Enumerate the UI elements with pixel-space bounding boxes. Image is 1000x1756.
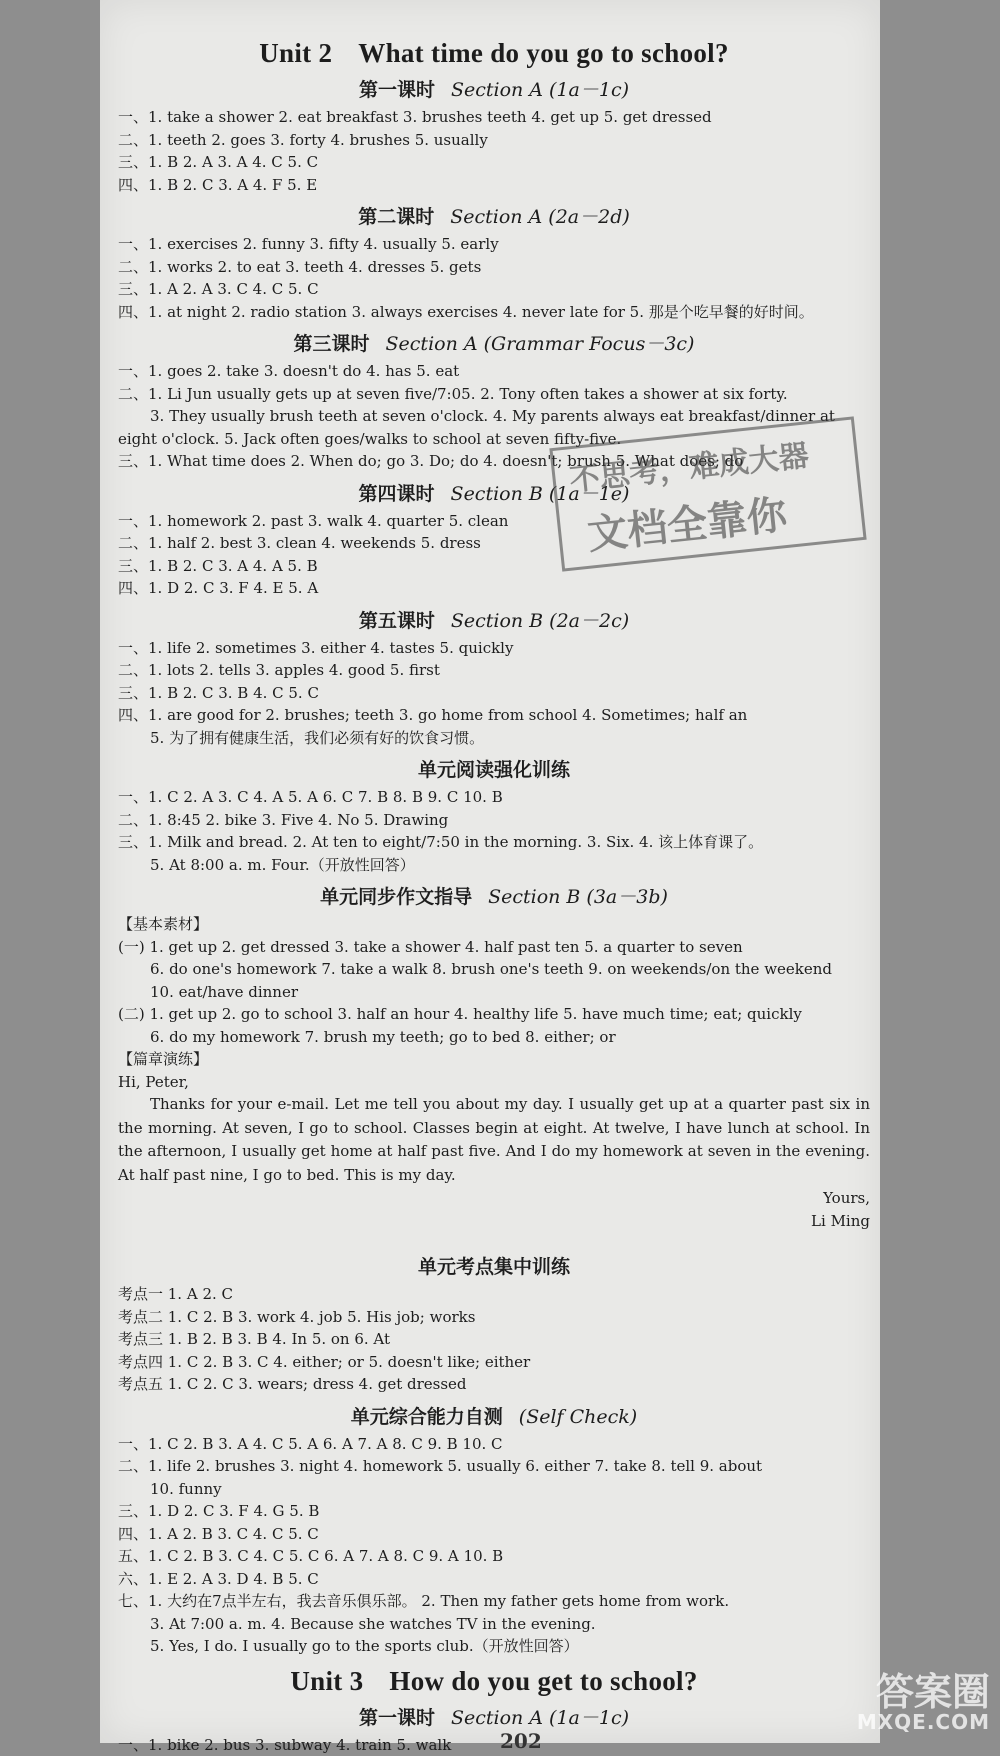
lesson-name: 单元阅读强化训练 — [418, 759, 570, 781]
answer-line: 一、1. C 2. B 3. A 4. C 5. A 6. A 7. A 8. C 9. B 10. C — [118, 1433, 870, 1456]
answer-line: 三、1. B 2. C 3. B 4. C 5. C — [118, 682, 870, 705]
lesson-name: 第一课时 — [359, 1707, 435, 1729]
answer-line: 四、1. at night 2. radio station 3. always exercises 4. never late for 5. 那是个吃早餐的好时间。 — [118, 301, 870, 324]
answer-key-content — [118, 30, 870, 1756]
lesson-name: 第五课时 — [359, 610, 435, 632]
stamp-text-line2: 文档全靠你 — [584, 483, 789, 561]
unit-title — [118, 1666, 870, 1697]
answer-line: 三、1. A 2. A 3. C 4. C 5. C — [118, 278, 870, 301]
answer-line: 一、1. goes 2. take 3. doesn't do 4. has 5. eat — [118, 360, 870, 383]
answer-line: 三、1. B 2. A 3. A 4. C 5. C — [118, 151, 870, 174]
answer-line: (一) 1. get up 2. get dressed 3. take a shower 4. half past ten 5. a quarter to seven — [118, 936, 870, 959]
answer-line: 四、1. are good for 2. brushes; teeth 3. go home from school 4. Sometimes; half an — [118, 704, 870, 727]
answer-line: 二、1. teeth 2. goes 3. forty 4. brushes 5. usually — [118, 129, 870, 152]
answer-line: 二、1. Li Jun usually gets up at seven five/7:05. 2. Tony often takes a shower at six forty. — [118, 383, 870, 406]
lesson-name: 第四课时 — [359, 483, 435, 505]
document-page — [100, 0, 880, 1743]
page-number: 202 — [500, 1729, 542, 1743]
answer-line: 二、1. lots 2. tells 3. apples 4. good 5. first — [118, 659, 870, 682]
answer-line: 一、1. C 2. A 3. C 4. A 5. A 6. C 7. B 8. B 9. C 10. B — [118, 786, 870, 809]
answer-line: 三、1. Milk and bread. 2. At ten to eight/7:50 in the morning. 3. Six. 4. 该上体育课了。 — [118, 831, 870, 854]
answer-line: 考点五 1. C 2. C 3. wears; dress 4. get dressed — [118, 1373, 870, 1396]
answer-line: 二、1. life 2. brushes 3. night 4. homework 5. usually 6. either 7. take 8. tell 9. about — [118, 1455, 870, 1478]
lesson-section: Section A (Grammar Focus－3c) — [386, 333, 695, 355]
answer-line: eight o'clock. 5. Jack often goes/walks to school at seven fifty-five. — [118, 428, 870, 451]
answer-line: 一、1. take a shower 2. eat breakfast 3. brushes teeth 4. get up 5. get dressed — [118, 106, 870, 129]
essay-signature: Li Ming — [118, 1210, 870, 1233]
answer-line: 三、1. B 2. C 3. A 4. A 5. B — [118, 555, 870, 578]
unit-number: Unit 3 — [290, 1666, 363, 1696]
answer-line: 四、1. B 2. C 3. A 4. F 5. E — [118, 174, 870, 197]
lesson-title — [118, 202, 870, 229]
watermark-url: MXQE.COM — [857, 1711, 990, 1733]
answer-line: 5. Yes, I do. I usually go to the sports club.（开放性回答） — [118, 1635, 870, 1658]
lesson-section: (Self Check) — [519, 1406, 637, 1428]
lesson-section: Section A (1a－1c) — [451, 1707, 629, 1729]
answer-line: 3. They usually brush teeth at seven o'clock. 4. My parents always eat breakfast/dinner at — [118, 405, 870, 428]
watermark-logo: 答案圈 — [857, 1673, 990, 1711]
unit-title — [118, 38, 870, 69]
answer-line: 5. 为了拥有健康生活，我们必须有好的饮食习惯。 — [118, 727, 870, 750]
essay-closing: Yours, — [118, 1187, 870, 1210]
unit-question: What time do you go to school? — [358, 38, 729, 68]
stamp-text-line1: 不思考，难成大器 — [567, 430, 810, 499]
site-watermark — [857, 1673, 990, 1733]
lesson-section: Section B (3a－3b) — [488, 886, 668, 908]
answer-line: 6. do my homework 7. brush my teeth; go to bed 8. either; or — [118, 1026, 870, 1049]
lesson-section: Section A (1a－1c) — [451, 79, 629, 101]
unit-number: Unit 2 — [259, 38, 332, 68]
answer-line: 三、1. D 2. C 3. F 4. G 5. B — [118, 1500, 870, 1523]
answer-line: 6. do one's homework 7. take a walk 8. brush one's teeth 9. on weekends/on the weekend — [118, 958, 870, 981]
answer-line: 一、1. bike 2. bus 3. subway 4. train 5. walk — [118, 1734, 870, 1756]
answer-line: 【篇章演练】 — [118, 1048, 870, 1071]
essay-body: Thanks for your e-mail. Let me tell you about my day. I usually get up at a quarter past six in the morning. At seven, I go to school. Classes begin at eight. At twelve, I have lunch at school. In the afternoon, I usually get home at half past five. And I do my homework at seven in the evening. At half past nine, I go to bed. This is my day. — [118, 1093, 870, 1187]
answer-line: 考点二 1. C 2. B 3. work 4. job 5. His job; works — [118, 1306, 870, 1329]
answer-line: (二) 1. get up 2. go to school 3. half an hour 4. healthy life 5. have much time; eat; quickly — [118, 1003, 870, 1026]
answer-line: 二、1. 8:45 2. bike 3. Five 4. No 5. Drawing — [118, 809, 870, 832]
answer-line: 一、1. homework 2. past 3. walk 4. quarter 5. clean — [118, 510, 870, 533]
lesson-name: 第三课时 — [294, 333, 370, 355]
lesson-title — [118, 329, 870, 356]
lesson-section: Section A (2a－2d) — [450, 206, 630, 228]
answer-line: 【基本素材】 — [118, 913, 870, 936]
answer-line: 四、1. D 2. C 3. F 4. E 5. A — [118, 577, 870, 600]
answer-line: Hi, Peter, — [118, 1071, 870, 1094]
lesson-name: 第二课时 — [358, 206, 434, 228]
lesson-title — [118, 606, 870, 633]
lesson-title — [118, 1703, 870, 1730]
lesson-name: 单元考点集中训练 — [418, 1256, 570, 1278]
answer-line: 二、1. half 2. best 3. clean 4. weekends 5. dress — [118, 532, 870, 555]
answer-line: 四、1. A 2. B 3. C 4. C 5. C — [118, 1523, 870, 1546]
lesson-name: 单元综合能力自测 — [351, 1406, 503, 1428]
answer-line: 五、1. C 2. B 3. C 4. C 5. C 6. A 7. A 8. C 9. A 10. B — [118, 1545, 870, 1568]
lesson-title — [118, 882, 870, 909]
answer-line: 3. At 7:00 a. m. 4. Because she watches TV in the evening. — [118, 1613, 870, 1636]
answer-line: 考点四 1. C 2. B 3. C 4. either; or 5. doesn't like; either — [118, 1351, 870, 1374]
lesson-title — [118, 1402, 870, 1429]
answer-line: 10. eat/have dinner — [118, 981, 870, 1004]
lesson-name: 第一课时 — [359, 79, 435, 101]
lesson-section: Section B (1a－1e) — [451, 483, 630, 505]
answer-line: 三、1. What time does 2. When do; go 3. Do; do 4. doesn't; brush 5. What does; do — [118, 450, 870, 473]
lesson-title — [118, 75, 870, 102]
unit-question: How do you get to school? — [389, 1666, 697, 1696]
answer-line: 六、1. E 2. A 3. D 4. B 5. C — [118, 1568, 870, 1591]
answer-line: 二、1. works 2. to eat 3. teeth 4. dresses 5. gets — [118, 256, 870, 279]
answer-line: 5. At 8:00 a. m. Four.（开放性回答） — [118, 854, 870, 877]
lesson-name: 单元同步作文指导 — [320, 886, 472, 908]
answer-line: 考点一 1. A 2. C — [118, 1283, 870, 1306]
lesson-title — [118, 1252, 870, 1279]
answer-line: 一、1. life 2. sometimes 3. either 4. tastes 5. quickly — [118, 637, 870, 660]
answer-line: 10. funny — [118, 1478, 870, 1501]
answer-line: 一、1. exercises 2. funny 3. fifty 4. usually 5. early — [118, 233, 870, 256]
lesson-title — [118, 755, 870, 782]
answer-line: 七、1. 大约在7点半左右，我去音乐俱乐部。 2. Then my father gets home from work. — [118, 1590, 870, 1613]
answer-line: 考点三 1. B 2. B 3. B 4. In 5. on 6. At — [118, 1328, 870, 1351]
lesson-section: Section B (2a－2c) — [451, 610, 629, 632]
